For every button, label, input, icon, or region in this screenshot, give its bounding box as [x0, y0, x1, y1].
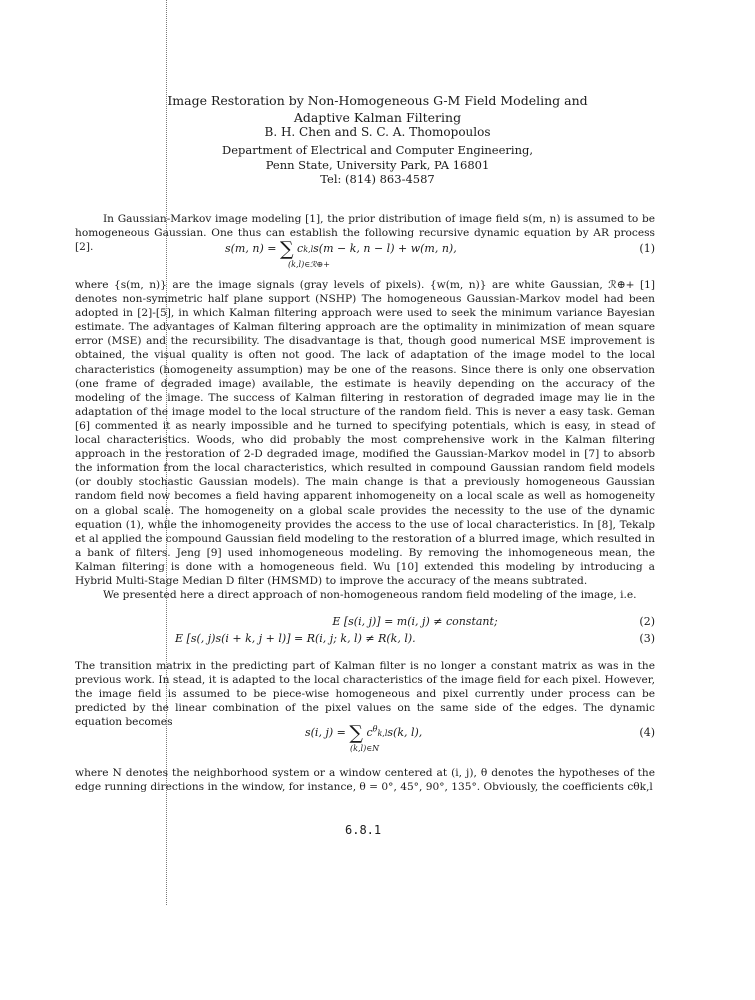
summation-icon: ∑: [279, 238, 294, 260]
affiliation: [0, 143, 755, 187]
equation-4: [75, 722, 655, 754]
paragraph-1: In Gaussian-Markov image modeling [1], the prior distribution of image field s(m, n) is assumed to be homogeneous Gaussian. One thus can establish the following recursive dynamic equation by AR process [2].: [75, 213, 655, 254]
equation-2-expression: E [s(i, j)] = m(i, j) ≠ constant;: [332, 615, 498, 628]
paragraph-coefficients: [75, 766, 655, 794]
equation-4-sum-index: (k,l)∈N: [350, 744, 380, 753]
affiliation-dept: Department of Electrical and Computer Engineering,: [221, 143, 534, 157]
equation-1-expression: s(m, n) = ∑ ck,ls(m − k, n − l) + w(m, n),: [225, 238, 457, 260]
paper-title: [0, 92, 755, 126]
affiliation-phone: Tel: (814) 863-4587: [320, 172, 435, 186]
paragraph-3: We presented here a direct approach of non-homogeneous random field modeling of the image, i.e.: [103, 589, 637, 602]
paragraph-method: [75, 659, 655, 729]
affiliation-address: Penn State, University Park, PA 16801: [265, 157, 490, 172]
equation-1-number: (1): [639, 242, 655, 255]
paragraph-5: where N denotes the neighborhood system or a window centered at (i, j), θ denotes the hypotheses of the edge running directions in the window, for instance, θ = 0°, 45°, 90°, 135°. Obviously, the coefficients cθk,l: [75, 767, 655, 794]
paragraph-background: [75, 278, 655, 602]
equation-4-expression: s(i, j) = ∑ $c^\theta k,ls(k$, l),: [305, 722, 423, 744]
equation-3-number: (3): [639, 632, 655, 645]
equation-2-number: (2): [639, 615, 655, 628]
authors: B. H. Chen and S. C. A. Thomopoulos: [264, 125, 491, 139]
page-number: 6.8.1: [345, 823, 382, 837]
equation-1: [75, 238, 655, 270]
equation-3-expression: E [s(, j)s(i + k, j + l)] = R(i, j; k, l) ≠ R(k, l).: [175, 632, 416, 645]
paragraph-2: where {s(m, n)} are the image signals (gray levels of pixels). {w(m, n)} are white Gaussian, ℛ⊕+ [1] denotes non-symmetric half plane support (NSHP) The homogeneous Gaussian-Markov model had been adopted in [2]-[5], in which Kalman filtering approach were used to seek the minimum variance Bayesian estimate. The advantages of Kalman filtering approach are the optimality in minimization of mean square error (MSE) and the recursibility. The disadvantage is that, though good numerical MSE improvement is obtained, the visual quality is often not good. The lack of adaptation of the image model to the local characteristics (homogeneity assumption) may be one of the reasons. Since there is only one observation (one frame of degraded image) available, the estimate is heavily depending on the accuracy of the modeling of the image. The success of Kalman filtering in restoration of degraded image may lie in the adaptation of the image model to the local structure of the random field. This is never a easy task. Geman [6] commented it as nearly impossible and he turned to specifying potentials, which is easy, in stead of local characteristics. Woods, who did probably the most comprehensive work in the Kalman filtering approach in the restoration of 2-D degraded image, modified the Gaussian-Markov model in [7] to absorb the information from the local characteristics, which resulted in compound Gaussian random field models (or doubly stochastic Gaussian models). The main change is that a previously homogeneous Gaussian random field now becomes a field having apparent inhomogeneity on a local scale as well as homogeneity on a global scale. The homogeneity on a global scale provides the necessity to the use of the dynamic equation (1), while the inhomogeneity provides the access to the use of local characteristics. In [8], Tekalp et al applied the compound Gaussian field modeling to the restoration of a blurred image, which resulted in a bank of filters. Jeng [9] used inhomogeneous modeling. By removing the inhomogeneous mean, the Kalman filtering is done with a homogeneous field. Wu [10] extended this modeling by introducing a Hybrid Multi-Stage Median D filter (HMSMD) to improve the accuracy of the means subtrated.: [75, 279, 655, 587]
title-line-2: Adaptive Kalman Filtering: [293, 110, 462, 125]
equation-3: [75, 632, 655, 648]
equation-2: [75, 615, 655, 631]
equation-1-sum-index: (k,l)∈ℛ⊕+: [288, 260, 330, 269]
paragraph-4: The transition matrix in the predicting part of Kalman filter is no longer a constant matrix as was in the previous work. In stead, it is adapted to the local characteristics of the image field for each pixel. However, the image field is assumed to be piece-wise homogeneous and pixel currently under process can be predicted by the linear combination of the pixel values on the same side of the edges. The dynamic equation becomes: [75, 660, 655, 729]
summation-icon: ∑: [349, 722, 363, 744]
title-line-1: Image Restoration by Non-Homogeneous G-M Field Modeling and: [167, 93, 588, 108]
equation-4-number: (4): [639, 726, 655, 739]
